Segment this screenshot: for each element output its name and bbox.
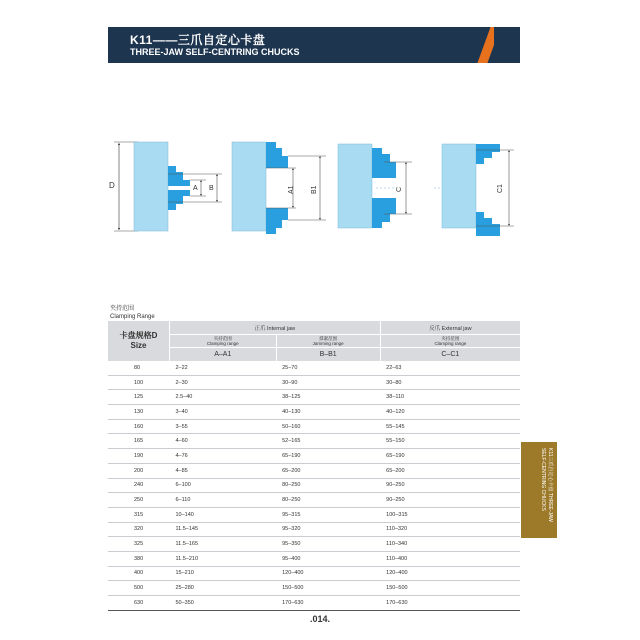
clamping-range-title: [110, 305, 155, 321]
label-B1: B1: [311, 185, 318, 194]
cell-b-b1: 52–165: [276, 434, 380, 449]
cell-a-a1: 3–40: [170, 405, 277, 420]
clamping-range-en: Clamping range: [206, 341, 239, 346]
table-row: [108, 390, 520, 405]
cell-size: 500: [108, 581, 170, 596]
cell-size: 130: [108, 405, 170, 420]
size-header: [108, 321, 170, 361]
table-row: [108, 537, 520, 552]
cell-size: 315: [108, 507, 170, 522]
cell-c-c1: 65–190: [380, 449, 520, 464]
chuck-jaw-diagram: [100, 128, 520, 248]
external-clamping-cn: 夹持范围: [441, 336, 460, 341]
cell-size: 325: [108, 537, 170, 552]
cell-b-b1: 120–400: [276, 566, 380, 581]
cell-size: 160: [108, 419, 170, 434]
cell-size: 380: [108, 551, 170, 566]
cell-a-a1: 4–85: [170, 463, 277, 478]
cell-c-c1: 110–340: [380, 537, 520, 552]
jamming-range-cn: 撑紧范围: [319, 336, 338, 341]
table-row: [108, 419, 520, 434]
jamming-range-header: [276, 335, 380, 348]
col-header-c-c1: C–C1: [380, 348, 520, 362]
cell-c-c1: 22–63: [380, 361, 520, 375]
cell-size: 400: [108, 566, 170, 581]
cell-size: 320: [108, 522, 170, 537]
cell-a-a1: 2.5–40: [170, 390, 277, 405]
table-row: [108, 522, 520, 537]
clamping-range-title-cn: 夹持范围: [110, 306, 135, 312]
cell-size: 125: [108, 390, 170, 405]
table-row: [108, 449, 520, 464]
label-A: A: [193, 185, 198, 192]
cell-a-a1: 50–350: [170, 596, 277, 611]
cell-c-c1: 40–120: [380, 405, 520, 420]
cell-a-a1: 2–30: [170, 375, 277, 390]
cell-a-a1: 15–210: [170, 566, 277, 581]
cell-c-c1: 100–315: [380, 507, 520, 522]
cell-a-a1: 3–55: [170, 419, 277, 434]
cell-a-a1: 6–100: [170, 478, 277, 493]
cell-c-c1: 65–200: [380, 463, 520, 478]
cell-size: 630: [108, 596, 170, 611]
table-row: [108, 551, 520, 566]
cell-a-a1: 6–110: [170, 493, 277, 508]
internal-jaw-header: 正爪 Internal jaw: [170, 321, 381, 335]
table-row: [108, 493, 520, 508]
clamping-range-cn: 夹持范围: [213, 336, 232, 341]
cell-a-a1: 11.5–210: [170, 551, 277, 566]
figure-external-max: [434, 144, 514, 236]
label-D: D: [109, 181, 115, 190]
table-row: [108, 596, 520, 611]
page-title-cn: K11——三爪自定心卡盘: [130, 33, 266, 47]
cell-a-a1: 10–140: [170, 507, 277, 522]
label-B: B: [209, 185, 214, 192]
side-tab-text: K11三爪自定心卡盘 THREE-JAW SELF-CENTRING CHUCKS: [540, 448, 553, 522]
size-header-cn: 卡盘规格D: [119, 331, 158, 340]
cell-size: 80: [108, 361, 170, 375]
side-tab: [521, 442, 557, 538]
cell-a-a1: 25–280: [170, 581, 277, 596]
header-navy-end: [494, 27, 520, 63]
cell-b-b1: 25–70: [276, 361, 380, 375]
table-row: [108, 581, 520, 596]
cell-a-a1: 4–76: [170, 449, 277, 464]
cell-size: 250: [108, 493, 170, 508]
cell-size: 200: [108, 463, 170, 478]
figure-external-clamping: [338, 144, 412, 228]
cell-a-a1: 11.5–165: [170, 537, 277, 552]
cell-b-b1: 65–200: [276, 463, 380, 478]
cell-a-a1: 2–22: [170, 361, 277, 375]
cell-size: 190: [108, 449, 170, 464]
cell-b-b1: 150–500: [276, 581, 380, 596]
cell-b-b1: 170–630: [276, 596, 380, 611]
figure-internal-max: [232, 142, 326, 234]
cell-c-c1: 55–150: [380, 434, 520, 449]
cell-b-b1: 65–190: [276, 449, 380, 464]
clamping-range-header: [170, 335, 277, 348]
col-header-a-a1: A–A1: [170, 348, 277, 362]
cell-c-c1: 30–80: [380, 375, 520, 390]
cell-c-c1: 55–145: [380, 419, 520, 434]
table-row: [108, 507, 520, 522]
cell-c-c1: 90–250: [380, 478, 520, 493]
cell-c-c1: 90–250: [380, 493, 520, 508]
external-clamping-header: [380, 335, 520, 348]
cell-c-c1: 38–110: [380, 390, 520, 405]
external-clamping-en: Clamping range: [434, 341, 467, 346]
label-C1: C1: [497, 184, 504, 193]
cell-c-c1: 150–500: [380, 581, 520, 596]
cell-size: 100: [108, 375, 170, 390]
cell-b-b1: 80–250: [276, 478, 380, 493]
clamping-range-title-en: Clamping Range: [110, 314, 155, 320]
label-C: C: [396, 186, 403, 192]
cell-b-b1: 95–350: [276, 537, 380, 552]
table-row: [108, 361, 520, 375]
table-row: [108, 478, 520, 493]
cell-c-c1: 170–630: [380, 596, 520, 611]
table-row: [108, 566, 520, 581]
table-body: [108, 361, 520, 610]
table-row: [108, 375, 520, 390]
table-row: [108, 405, 520, 420]
cell-size: 240: [108, 478, 170, 493]
cell-a-a1: 11.5–145: [170, 522, 277, 537]
external-jaw-header: 反爪 External jaw: [380, 321, 520, 335]
size-header-en: Size: [130, 341, 147, 350]
cell-a-a1: 4–60: [170, 434, 277, 449]
page-title-en: THREE-JAW SELF-CENTRING CHUCKS: [130, 47, 300, 57]
cell-b-b1: 95–400: [276, 551, 380, 566]
col-header-b-b1: B–B1: [276, 348, 380, 362]
cell-c-c1: 110–400: [380, 551, 520, 566]
cell-c-c1: 120–400: [380, 566, 520, 581]
table-row: [108, 463, 520, 478]
clamping-range-table: [108, 321, 520, 611]
cell-b-b1: 38–125: [276, 390, 380, 405]
jamming-range-en: Jamming range: [312, 341, 344, 346]
cell-size: 165: [108, 434, 170, 449]
cell-b-b1: 95–320: [276, 522, 380, 537]
label-A1: A1: [288, 185, 295, 194]
cell-b-b1: 95–315: [276, 507, 380, 522]
cell-b-b1: 50–160: [276, 419, 380, 434]
cell-b-b1: 30–90: [276, 375, 380, 390]
page-number: .014.: [309, 614, 331, 624]
cell-b-b1: 40–130: [276, 405, 380, 420]
table-row: [108, 434, 520, 449]
cell-c-c1: 110–320: [380, 522, 520, 537]
figure-internal-clamping: [109, 142, 222, 231]
cell-b-b1: 80–250: [276, 493, 380, 508]
